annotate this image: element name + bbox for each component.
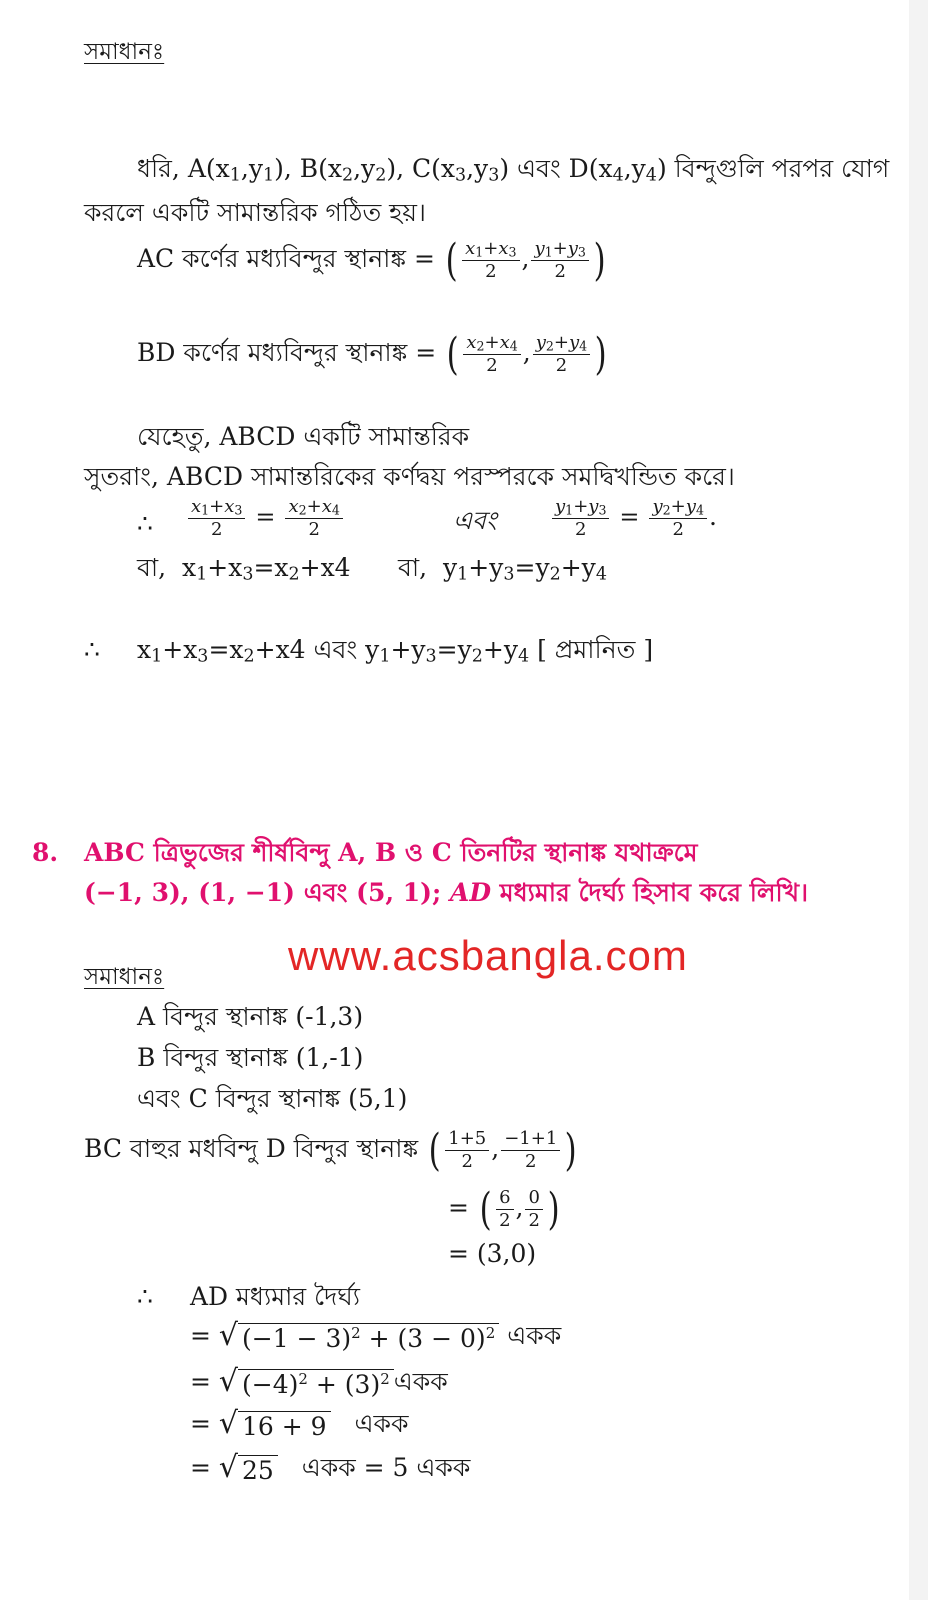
- solution-heading-2: সমাধানঃ: [84, 964, 165, 990]
- or-line-x: বা, $x_1+x_3=x_2+x4$: [137, 553, 351, 585]
- solution-heading: সমাধানঃ: [84, 39, 165, 65]
- ac-midpoint-line: AC কর্ণের মধ্যবিন্দুর স্থানাঙ্ক = ( $\frac{x_1+x_3}{2}$ , $\frac{y_1+y_3}{2}$ ): [137, 234, 606, 286]
- b-coordinate-line: B বিন্দুর স্থানাঙ্ক (1,-1): [137, 1043, 364, 1072]
- question-line-2: (−1, 3), (1, −1) এবং (5, 1); AD মধ্যমার দৈর্ঘ্য হিসাব করে লিখি।: [84, 878, 809, 907]
- a-coordinate-line: A বিন্দুর স্থানাঙ্ক (-1,3): [137, 1002, 364, 1031]
- distance-step-2: = √ $(-4)^2 + (3)^2$ একক: [190, 1364, 448, 1399]
- y-fraction-equation: $\frac{y_1+y_3}{2}$ = $\frac{y_2+y_4}{2}$ .: [550, 496, 717, 541]
- distance-step-3: = √ 16 + 9 একক: [190, 1406, 409, 1441]
- conclusion-line: $x_1+x_3=x_2+x4$ এবং $y_1+y_3=y_2+y_4$ [ প্রমানিত ]: [137, 635, 654, 667]
- since-line: যেহেতু, ABCD একটি সামান্তরিক: [137, 422, 470, 451]
- bd-midpoint-line: BD কর্ণের মধ্যবিন্দুর স্থানাঙ্ক = ( $\frac{x_2+x_4}{2}$ , $\frac{y_2+y_4}{2}$ ): [137, 328, 607, 380]
- distance-step-1: = √ $(-1 - 3)^2 + (3 - 0)^2$ একক: [190, 1318, 562, 1353]
- x-fraction-equation: $\frac{x_1+x_3}{2}$ = $\frac{x_2+x_4}{2}$: [186, 496, 345, 541]
- midpoint-simplified: = ( $\frac{6}{2}$ , $\frac{0}{2}$ ): [448, 1183, 560, 1235]
- ad-length-label: AD মধ্যমার দৈর্ঘ্য: [190, 1282, 360, 1311]
- and-italic: এবং: [453, 506, 497, 535]
- therefore-symbol-1: ∴: [137, 509, 153, 538]
- therefore-symbol-3: ∴: [137, 1282, 153, 1311]
- bc-midpoint-line: BC বাহুর মধবিন্দু D বিন্দুর স্থানাঙ্ক ( $\frac{1+5}{2}$ , $\frac{-1+1}{2}$ ): [84, 1124, 577, 1176]
- midpoint-result: = (3,0): [448, 1239, 537, 1268]
- or-line-y: বা, $y_1+y_3=y_2+y_4$: [398, 553, 607, 585]
- intro-line-2: করলে একটি সামান্তরিক গঠিত হয়।: [84, 198, 426, 227]
- watermark-url: www.acsbangla.com: [288, 932, 688, 979]
- c-coordinate-line: এবং C বিন্দুর স্থানাঙ্ক (5,1): [137, 1084, 408, 1113]
- intro-line-1: ধরি, $A(x_1,y_1)$, $B(x_2,y_2)$, $C(x_3,y_3)$ এবং $D(x_4,y_4)$ বিন্দুগুলি পরপর যোগ: [137, 154, 890, 186]
- distance-final: = √ 25 একক = 5 একক: [190, 1450, 471, 1485]
- therefore-symbol-2: ∴: [84, 635, 100, 664]
- question-number: 8.: [32, 838, 59, 867]
- hence-line: সুতরাং, ABCD সামান্তরিকের কর্ণদ্বয় পরস্পরকে সমদ্বিখন্ডিত করে।: [84, 462, 735, 491]
- question-line-1: ABC ত্রিভুজের শীর্ষবিন্দু A, B ও C তিনটির স্থানাঙ্ক যথাক্রমে: [84, 838, 698, 867]
